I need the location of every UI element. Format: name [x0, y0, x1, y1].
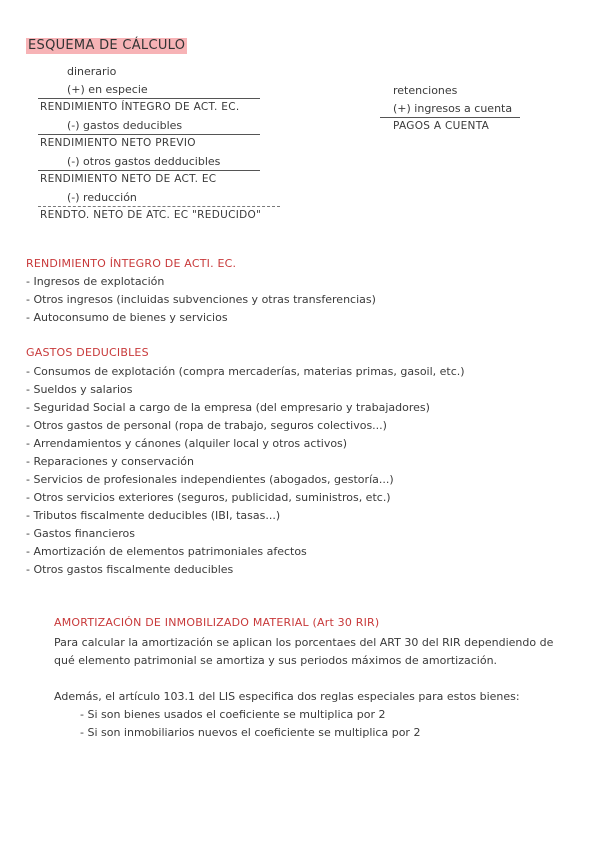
scheme-retenciones: retenciones [393, 84, 458, 97]
page-title: ESQUEMA DE CÁLCULO [28, 38, 186, 53]
divider [38, 206, 280, 207]
divider [38, 98, 260, 99]
list-item: - Consumos de explotación (compra mercaderías, materias primas, gasoil, etc.) [26, 365, 465, 378]
amortizacion-paragraph-line-1: Para calcular la amortización se aplican los porcentaes del ART 30 del RIR dependiendo de [54, 636, 554, 649]
divider [38, 134, 260, 135]
amortizacion-bullet: - Si son bienes usados el coeficiente se multiplica por 2 [80, 708, 386, 721]
gastos-heading: GASTOS DEDUCIBLES [26, 346, 149, 359]
list-item: - Ingresos de explotación [26, 275, 165, 288]
list-item: - Otros gastos fiscalmente deducibles [26, 563, 234, 576]
scheme-reducido: RENDTO. NETO DE ATC. EC "REDUCIDO" [40, 209, 262, 221]
list-item: - Tributos fiscalmente deducibles (IBI, tasas...) [26, 509, 281, 522]
gastos-list [26, 363, 465, 579]
list-item: - Reparaciones y conservación [26, 455, 195, 468]
list-item: - Autoconsumo de bienes y servicios [26, 311, 228, 324]
list-item: - Gastos financieros [26, 527, 135, 540]
list-item: - Servicios de profesionales independientes (abogados, gestoría...) [26, 473, 394, 486]
scheme-neto-previo: RENDIMIENTO NETO PREVIO [40, 137, 196, 149]
amortizacion-heading: AMORTIZACIÓN DE INMOBILIZADO MATERIAL (Art 30 RIR) [54, 616, 380, 629]
list-item: - Otros ingresos (incluidas subvenciones y otras transferencias) [26, 293, 376, 306]
divider [38, 170, 260, 171]
list-item: - Amortización de elementos patrimoniales afectos [26, 545, 307, 558]
scheme-integro: RENDIMIENTO ÍNTEGRO DE ACT. EC. [40, 101, 240, 113]
divider [380, 117, 520, 118]
rendimiento-heading: RENDIMIENTO ÍNTEGRO DE ACTI. EC. [26, 257, 237, 270]
list-item: - Seguridad Social a cargo de la empresa (del empresario y trabajadores) [26, 401, 430, 414]
amortizacion-paragraph-2: Además, el artículo 103.1 del LIS especifica dos reglas especiales para estos bienes: [54, 690, 520, 703]
scheme-ingresos: (+) ingresos a cuenta [393, 102, 513, 115]
scheme-dinerario: dinerario [67, 65, 117, 78]
list-item: - Arrendamientos y cánones (alquiler local y otros activos) [26, 437, 348, 450]
list-item: - Otros gastos de personal (ropa de trabajo, seguros colectivos...) [26, 419, 387, 432]
amortizacion-bullet: - Si son inmobiliarios nuevos el coeficiente se multiplica por 2 [80, 726, 421, 739]
scheme-reduccion: (-) reducción [67, 191, 137, 204]
rendimiento-list [26, 273, 376, 327]
amortizacion-paragraph-line-2: qué elemento patrimonial se amortiza y sus periodos máximos de amortización. [54, 654, 498, 667]
scheme-gastos: (-) gastos deducibles [67, 119, 183, 132]
list-item: - Otros servicios exteriores (seguros, publicidad, suministros, etc.) [26, 491, 391, 504]
scheme-otros-gastos: (-) otros gastos dedducibles [67, 155, 221, 168]
scheme-neto: RENDIMIENTO NETO DE ACT. EC [40, 173, 217, 185]
scheme-pagos: PAGOS A CUENTA [393, 120, 490, 132]
scheme-especie: (+) en especie [67, 83, 148, 96]
list-item: - Sueldos y salarios [26, 383, 133, 396]
